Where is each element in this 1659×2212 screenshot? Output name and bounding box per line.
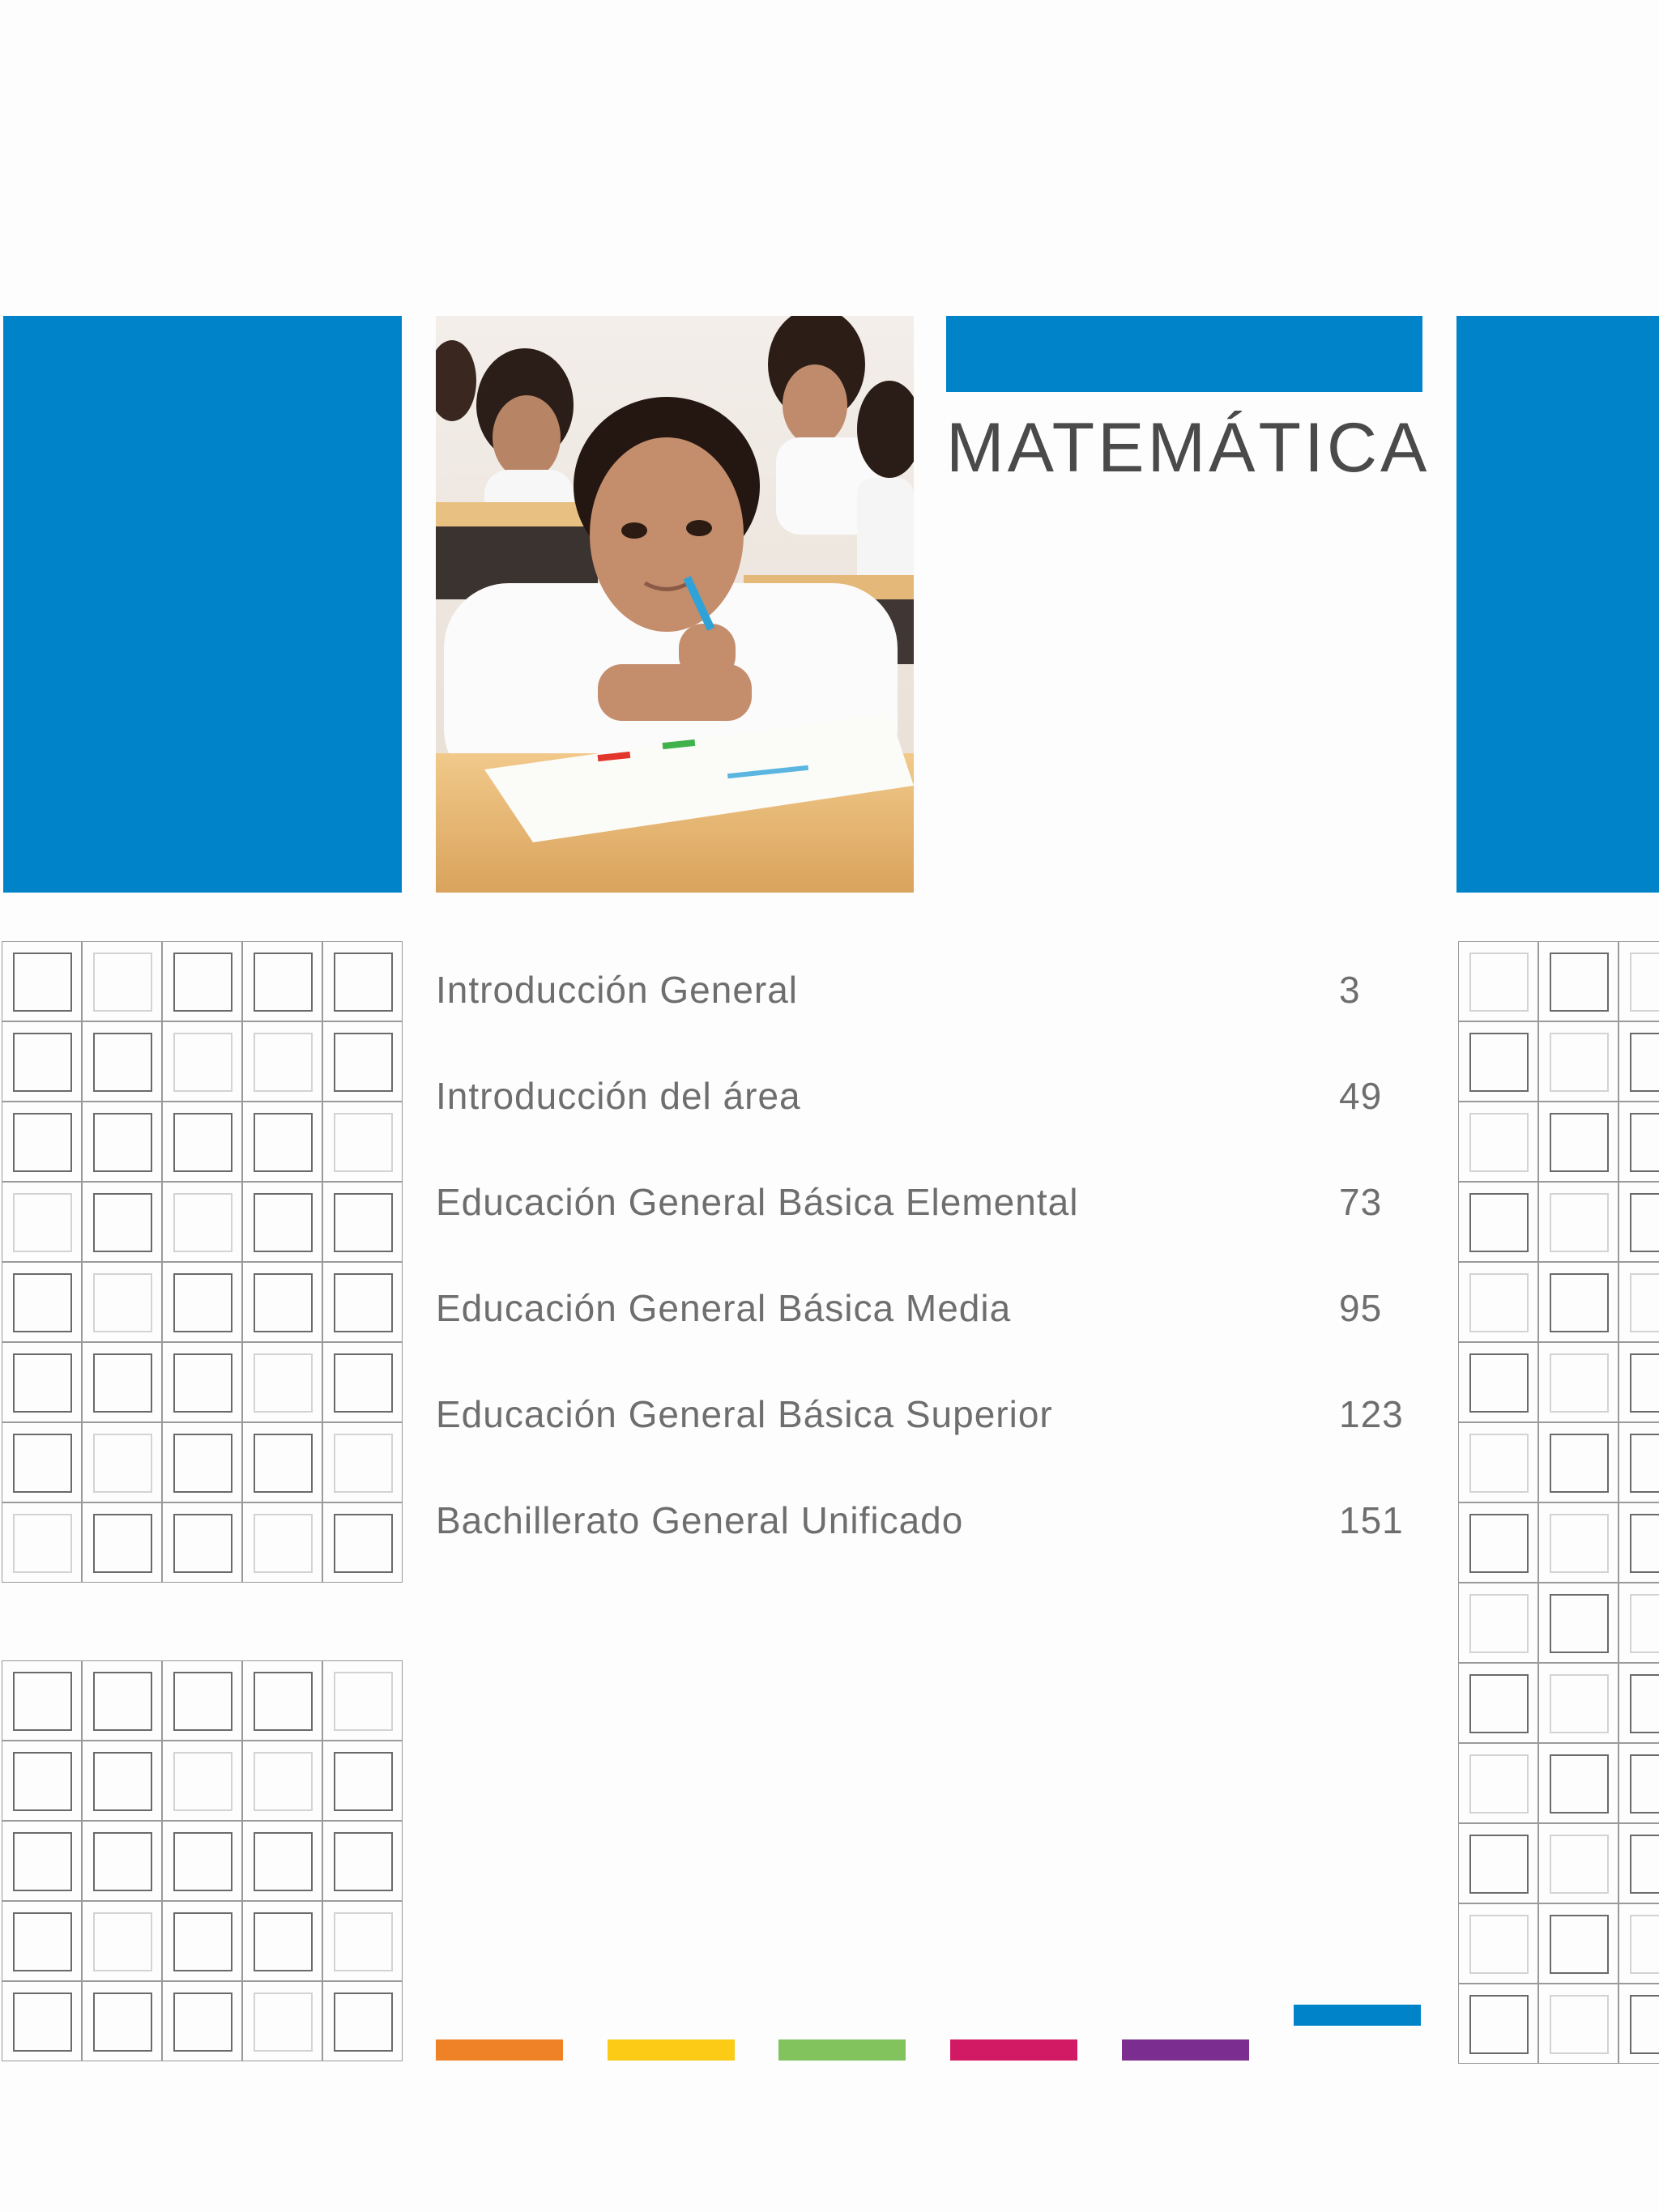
grid-cell: [322, 1021, 403, 1102]
grid-square: [13, 1752, 72, 1811]
grid-cell: [2, 1502, 82, 1583]
grid-square: [1550, 1995, 1609, 2054]
grid-square: [1469, 1273, 1529, 1332]
grid-cell: [1538, 1663, 1618, 1743]
grid-cell: [242, 1901, 322, 1981]
grid-square: [334, 953, 393, 1012]
grid-square: [254, 1752, 313, 1811]
grid-square: [13, 1434, 72, 1493]
color-strip-blue: [1294, 2005, 1421, 2026]
grid-square: [173, 1113, 232, 1172]
grid-cell: [82, 1660, 162, 1741]
color-strip-magenta: [950, 2039, 1077, 2061]
grid-square: [1550, 1835, 1609, 1894]
grid-square: [1550, 1674, 1609, 1733]
grid-square: [1630, 1033, 1659, 1092]
grid-cell: [82, 1502, 162, 1583]
grid-square: [13, 1514, 72, 1573]
grid-cell: [2, 1102, 82, 1182]
grid-cell: [242, 1102, 322, 1182]
grid-square: [13, 1993, 72, 2052]
grid-cell: [2, 1821, 82, 1901]
grid-cell: [1458, 1422, 1538, 1502]
toc-entry-page: 3: [1339, 969, 1361, 1011]
grid-square: [93, 1033, 152, 1092]
toc-entry-page: 49: [1339, 1075, 1383, 1117]
toc-entry-label: Bachillerato General Unificado: [436, 1499, 964, 1541]
grid-cell: [1538, 1984, 1618, 2064]
grid-square: [1550, 1915, 1609, 1974]
grid-square: [1550, 1273, 1609, 1332]
toc-entry[interactable]: [436, 1392, 1408, 1498]
grid-square: [93, 1273, 152, 1332]
grid-square: [1469, 1674, 1529, 1733]
grid-cell: [1458, 1583, 1538, 1663]
grid-square: [1550, 1434, 1609, 1493]
grid-cell: [242, 941, 322, 1021]
grid-cell: [82, 1182, 162, 1262]
grid-cell: [1538, 1342, 1618, 1422]
grid-cell: [1618, 1903, 1659, 1984]
grid-cell: [242, 1821, 322, 1901]
decorative-grid-left-bottom: [2, 1660, 403, 2061]
grid-square: [254, 1033, 313, 1092]
grid-square: [93, 1672, 152, 1731]
grid-cell: [82, 1262, 162, 1342]
toc-entry-label: Educación General Básica Media: [436, 1287, 1012, 1329]
grid-square: [13, 1353, 72, 1413]
grid-cell: [1618, 1182, 1659, 1262]
grid-cell: [1618, 1743, 1659, 1823]
grid-square: [1550, 953, 1609, 1012]
grid-cell: [1618, 1984, 1659, 2064]
grid-square: [13, 953, 72, 1012]
grid-cell: [2, 1422, 82, 1502]
grid-cell: [322, 1262, 403, 1342]
grid-cell: [162, 1981, 242, 2061]
classroom-photo: [436, 316, 914, 893]
grid-square: [173, 1033, 232, 1092]
grid-cell: [82, 1821, 162, 1901]
grid-square: [173, 1434, 232, 1493]
grid-cell: [1458, 1903, 1538, 1984]
grid-cell: [1458, 1021, 1538, 1102]
grid-square: [93, 1752, 152, 1811]
grid-square: [334, 1672, 393, 1731]
grid-square: [334, 1993, 393, 2052]
grid-cell: [1538, 1102, 1618, 1182]
grid-cell: [1458, 941, 1538, 1021]
grid-cell: [322, 1102, 403, 1182]
grid-square: [334, 1353, 393, 1413]
page-title: MATEMÁTICA: [946, 409, 1431, 487]
grid-cell: [1538, 1583, 1618, 1663]
toc-entry[interactable]: [436, 1180, 1408, 1286]
table-of-contents: [436, 968, 1408, 1605]
grid-cell: [82, 1102, 162, 1182]
grid-cell: [162, 1021, 242, 1102]
grid-cell: [2, 1901, 82, 1981]
grid-cell: [1458, 1743, 1538, 1823]
grid-square: [93, 1832, 152, 1891]
grid-cell: [2, 1262, 82, 1342]
grid-cell: [1618, 1823, 1659, 1903]
grid-cell: [242, 1741, 322, 1821]
grid-square: [13, 1273, 72, 1332]
toc-entry-label: Introducción General: [436, 969, 799, 1011]
grid-square: [254, 1273, 313, 1332]
grid-square: [173, 1353, 232, 1413]
grid-square: [13, 1912, 72, 1971]
grid-square: [1630, 1113, 1659, 1172]
grid-square: [254, 1912, 313, 1971]
grid-square: [173, 1672, 232, 1731]
grid-cell: [162, 1660, 242, 1741]
grid-cell: [2, 1660, 82, 1741]
grid-square: [173, 1752, 232, 1811]
grid-square: [1630, 1353, 1659, 1413]
grid-cell: [162, 1182, 242, 1262]
grid-cell: [1538, 941, 1618, 1021]
grid-cell: [82, 941, 162, 1021]
grid-square: [1469, 1113, 1529, 1172]
grid-square: [254, 1353, 313, 1413]
grid-cell: [162, 1342, 242, 1422]
toc-entry-label: Educación General Básica Superior: [436, 1393, 1053, 1435]
grid-square: [1630, 1915, 1659, 1974]
grid-square: [1630, 1514, 1659, 1573]
grid-cell: [322, 1502, 403, 1583]
grid-cell: [322, 1342, 403, 1422]
color-strip-green: [778, 2039, 906, 2061]
grid-square: [93, 1113, 152, 1172]
grid-cell: [1458, 1102, 1538, 1182]
grid-square: [1550, 1353, 1609, 1413]
grid-square: [1469, 1754, 1529, 1813]
grid-cell: [322, 1821, 403, 1901]
color-strip-orange: [436, 2039, 563, 2061]
grid-square: [13, 1033, 72, 1092]
grid-square: [1469, 1995, 1529, 2054]
grid-square: [1630, 1594, 1659, 1653]
grid-cell: [1458, 1182, 1538, 1262]
grid-cell: [1618, 1021, 1659, 1102]
grid-square: [334, 1752, 393, 1811]
grid-cell: [82, 1021, 162, 1102]
grid-cell: [242, 1342, 322, 1422]
grid-cell: [162, 1262, 242, 1342]
grid-cell: [162, 1901, 242, 1981]
grid-cell: [1538, 1422, 1618, 1502]
grid-square: [254, 1514, 313, 1573]
grid-cell: [1538, 1021, 1618, 1102]
grid-cell: [1458, 1984, 1538, 2064]
toc-entry-page: 123: [1339, 1393, 1404, 1435]
grid-cell: [1538, 1903, 1618, 1984]
toc-entry-label: Introducción del área: [436, 1075, 801, 1117]
toc-entry-page: 73: [1339, 1181, 1383, 1223]
grid-cell: [82, 1981, 162, 2061]
grid-square: [1550, 1193, 1609, 1252]
title-accent-bar: [946, 316, 1422, 392]
grid-cell: [1458, 1663, 1538, 1743]
grid-cell: [1538, 1502, 1618, 1583]
grid-square: [1469, 1594, 1529, 1653]
grid-square: [93, 1193, 152, 1252]
grid-cell: [322, 1660, 403, 1741]
grid-cell: [2, 1342, 82, 1422]
grid-cell: [1458, 1342, 1538, 1422]
grid-square: [334, 1033, 393, 1092]
grid-square: [1550, 1514, 1609, 1573]
grid-square: [1630, 1674, 1659, 1733]
grid-cell: [162, 1102, 242, 1182]
grid-square: [1469, 1434, 1529, 1493]
color-strip-yellow: [608, 2039, 735, 2061]
grid-square: [173, 1993, 232, 2052]
grid-cell: [1538, 1743, 1618, 1823]
toc-entry[interactable]: [436, 1286, 1408, 1392]
grid-cell: [162, 1502, 242, 1583]
grid-cell: [162, 1422, 242, 1502]
blue-block-right: [1456, 316, 1659, 893]
grid-square: [1469, 1514, 1529, 1573]
toc-entry[interactable]: [436, 968, 1408, 1074]
grid-square: [334, 1912, 393, 1971]
grid-cell: [242, 1021, 322, 1102]
grid-cell: [1458, 1262, 1538, 1342]
grid-cell: [1618, 941, 1659, 1021]
grid-cell: [242, 1182, 322, 1262]
grid-cell: [1538, 1262, 1618, 1342]
grid-square: [13, 1193, 72, 1252]
grid-cell: [82, 1422, 162, 1502]
grid-square: [173, 1514, 232, 1573]
grid-square: [13, 1113, 72, 1172]
grid-cell: [1458, 1502, 1538, 1583]
grid-square: [254, 953, 313, 1012]
grid-cell: [162, 1741, 242, 1821]
toc-entry-page: 95: [1339, 1287, 1383, 1329]
grid-square: [254, 1193, 313, 1252]
grid-cell: [162, 1821, 242, 1901]
grid-square: [1550, 1113, 1609, 1172]
grid-cell: [1618, 1102, 1659, 1182]
grid-square: [173, 1273, 232, 1332]
grid-square: [334, 1514, 393, 1573]
grid-square: [93, 1993, 152, 2052]
grid-square: [334, 1273, 393, 1332]
grid-cell: [82, 1741, 162, 1821]
grid-square: [254, 1113, 313, 1172]
grid-square: [1630, 1995, 1659, 2054]
grid-square: [173, 1193, 232, 1252]
grid-cell: [1538, 1823, 1618, 1903]
grid-cell: [242, 1262, 322, 1342]
grid-cell: [242, 1502, 322, 1583]
blue-block-left: [3, 316, 402, 893]
color-strip-purple: [1122, 2039, 1249, 2061]
decorative-grid-right: [1458, 941, 1659, 2064]
grid-square: [93, 953, 152, 1012]
grid-cell: [1618, 1262, 1659, 1342]
grid-square: [1630, 953, 1659, 1012]
grid-cell: [322, 1981, 403, 2061]
grid-square: [1630, 1193, 1659, 1252]
grid-square: [13, 1832, 72, 1891]
grid-square: [334, 1434, 393, 1493]
grid-square: [173, 953, 232, 1012]
grid-square: [334, 1113, 393, 1172]
grid-square: [334, 1193, 393, 1252]
toc-entry-label: Educación General Básica Elemental: [436, 1181, 1079, 1223]
grid-square: [93, 1434, 152, 1493]
grid-square: [173, 1832, 232, 1891]
grid-cell: [2, 1741, 82, 1821]
grid-cell: [2, 1981, 82, 2061]
grid-square: [93, 1514, 152, 1573]
grid-cell: [1618, 1422, 1659, 1502]
grid-square: [1550, 1594, 1609, 1653]
toc-entry[interactable]: [436, 1074, 1408, 1180]
grid-square: [334, 1832, 393, 1891]
decorative-grid-left-top: [2, 941, 403, 1583]
grid-cell: [2, 941, 82, 1021]
grid-square: [1630, 1273, 1659, 1332]
grid-cell: [1538, 1182, 1618, 1262]
grid-square: [254, 1993, 313, 2052]
grid-square: [1469, 1835, 1529, 1894]
grid-cell: [322, 1741, 403, 1821]
grid-cell: [322, 1422, 403, 1502]
grid-cell: [322, 1901, 403, 1981]
grid-cell: [1618, 1663, 1659, 1743]
grid-cell: [1618, 1502, 1659, 1583]
grid-square: [1630, 1835, 1659, 1894]
grid-cell: [2, 1182, 82, 1262]
grid-square: [254, 1434, 313, 1493]
grid-cell: [322, 1182, 403, 1262]
grid-square: [1630, 1434, 1659, 1493]
grid-cell: [2, 1021, 82, 1102]
grid-square: [1630, 1754, 1659, 1813]
grid-cell: [82, 1342, 162, 1422]
grid-cell: [242, 1422, 322, 1502]
grid-square: [1550, 1754, 1609, 1813]
grid-square: [254, 1672, 313, 1731]
grid-square: [1469, 1353, 1529, 1413]
grid-cell: [242, 1981, 322, 2061]
grid-square: [13, 1672, 72, 1731]
grid-square: [93, 1912, 152, 1971]
grid-square: [1469, 1033, 1529, 1092]
grid-square: [1469, 1915, 1529, 1974]
grid-square: [93, 1353, 152, 1413]
grid-cell: [82, 1901, 162, 1981]
grid-square: [1550, 1033, 1609, 1092]
grid-square: [254, 1832, 313, 1891]
toc-entry-page: 151: [1339, 1499, 1404, 1541]
grid-cell: [1618, 1583, 1659, 1663]
grid-cell: [242, 1660, 322, 1741]
grid-cell: [1618, 1342, 1659, 1422]
grid-square: [173, 1912, 232, 1971]
toc-entry[interactable]: [436, 1498, 1408, 1605]
grid-cell: [1458, 1823, 1538, 1903]
grid-cell: [322, 941, 403, 1021]
grid-cell: [162, 941, 242, 1021]
grid-square: [1469, 1193, 1529, 1252]
grid-square: [1469, 953, 1529, 1012]
